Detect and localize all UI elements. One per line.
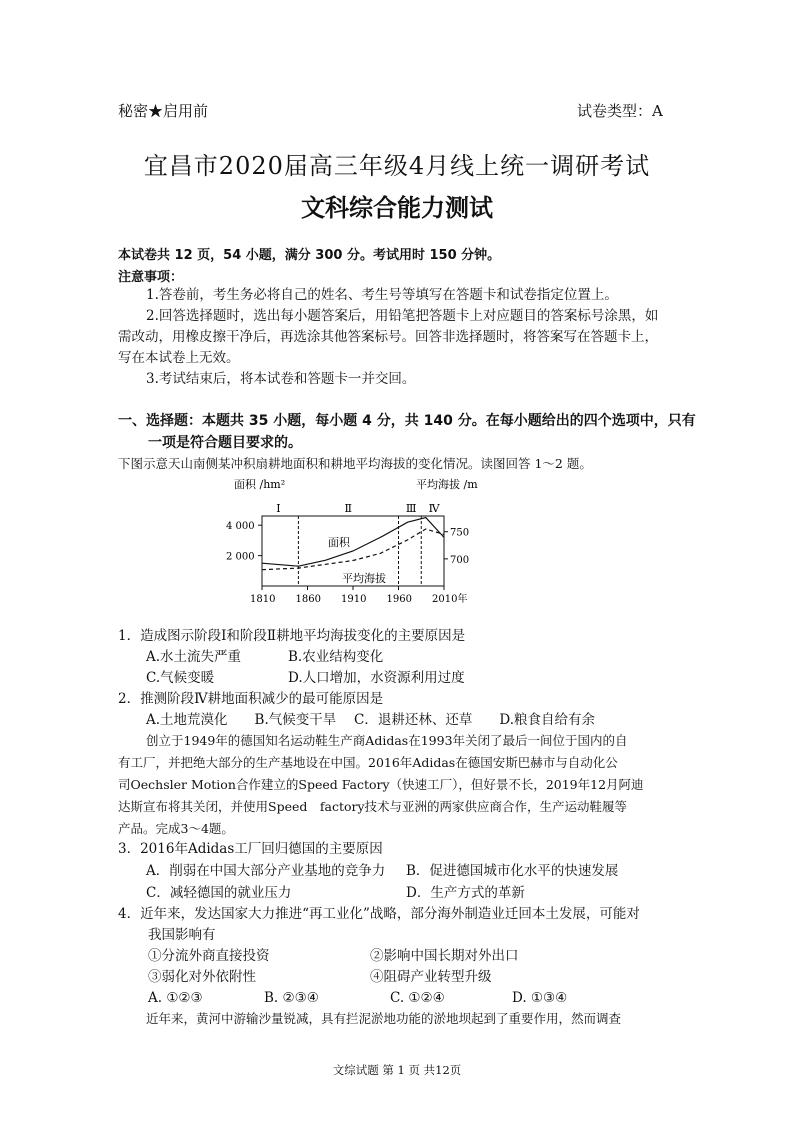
question-3: 3．2016年Adidas工厂回归德国的主要原因	[118, 841, 383, 857]
notice-item: 需改动，用橡皮擦干净后，再选涂其他答案标号。回答非选择题时，将答案写在答题卡上，	[118, 329, 658, 345]
q3-option-d: D．生产方式的革新	[406, 885, 525, 901]
y-left-tick: 2 000	[226, 551, 255, 563]
y-left-tick: 4 000	[226, 521, 255, 533]
stage-label: Ⅲ	[405, 502, 417, 515]
notice-item: 2.回答选择题时，选出每小题答案后，用铅笔把答题卡上对应题目的答案标号涂黑，如	[146, 308, 659, 324]
q3-option-a: A．削弱在中国大部分产业基地的竞争力	[146, 863, 386, 879]
q4-option-d: D. ①③④	[512, 990, 568, 1006]
question-4-cont: 我国影响有	[148, 927, 216, 943]
passage-line: 创立于1949年的德国知名运动鞋生产商Adidas在1993年关闭了最后一间位于国内的自	[146, 733, 628, 748]
series-label-area: 面积	[328, 536, 350, 549]
question-4: 4．近年来，发达国家大力推进“再工业化”战略，部分海外制造业迁回本土发展，可能对	[118, 906, 640, 922]
q4-option-c: C. ①②④	[390, 990, 445, 1006]
x-tick-label: 1960	[386, 594, 412, 605]
x-tick-label: 1810	[250, 594, 276, 605]
notice-heading: 注意事项：	[118, 270, 184, 285]
y-right-tick: 700	[450, 554, 470, 566]
q1-option-d: D.人口增加，水资源利用过度	[288, 670, 465, 686]
x-tick-label: 1860	[295, 594, 321, 605]
y-right-label: 平均海拔 /m	[416, 478, 478, 491]
paper-type: 试卷类型：A	[577, 102, 663, 120]
passage-line: 司Oechsler Motion合作建立的Speed Factory（快速工厂），但好景不长，2019年12月阿迪	[118, 777, 644, 792]
passage-line: 近年来，黄河中游输沙量锐减，具有拦泥淤地功能的淤地坝起到了重要作用，然而调查	[146, 1011, 622, 1026]
q4-statement-2: ②影响中国长期对外出口	[370, 948, 519, 964]
q4-statement-3: ③弱化对外依附性	[148, 969, 256, 985]
section-heading-cont: 一项是符合题目要求的。	[148, 435, 302, 451]
passage-line: 有工厂，并把绝大部分的生产基地设在中国。2016年Adidas在德国安斯巴赫市与自动化公	[118, 755, 618, 770]
q4-statement-1: ①分流外商直接投资	[148, 948, 270, 964]
notice-item: 3.考试结束后，将本试卷和答题卡一并交回。	[146, 371, 416, 387]
x-tick-label: 1910	[341, 594, 367, 605]
q3-option-c: C．减轻德国的就业压力	[146, 885, 292, 901]
q1-option-b: B.农业结构变化	[288, 649, 384, 665]
q1-option-a: A.水土流失严重	[146, 649, 242, 665]
stage-label: Ⅰ	[276, 502, 281, 515]
y-right-tick: 750	[450, 527, 470, 539]
stage-label: Ⅳ	[428, 502, 440, 515]
x-tick-label: 2010年	[432, 594, 468, 605]
exam-subtitle: 文科综合能力测试	[301, 194, 493, 222]
q4-option-a: A. ①②③	[148, 990, 203, 1006]
q4-statement-4: ④阻碍产业转型升级	[370, 969, 492, 985]
exam-title: 宜昌市2020届高三年级4月线上统一调研考试	[143, 152, 651, 180]
passage-line: 产品。完成3～4题。	[118, 821, 234, 836]
series-label-altitude: 平均海拔	[342, 572, 386, 585]
notice-item: 写在本试卷上无效。	[118, 350, 240, 366]
q2-options: A.土地荒漠化 B.气候变干旱 C．退耕还林、还草 D.粮食自给有余	[146, 712, 596, 728]
y-left-label: 面积 /hm²	[234, 478, 286, 491]
figure-intro: 下图示意天山南侧某冲积扇耕地面积和耕地平均海拔的变化情况。读图回答 1～2 题。	[118, 456, 592, 471]
exam-info: 本试卷共 12 页，54 小题，满分 300 分。考试用时 150 分钟。	[118, 248, 501, 263]
q4-option-b: B. ②③④	[264, 990, 319, 1006]
q3-option-b: B．促进德国城市化水平的快速发展	[406, 863, 619, 879]
confidential-mark: 秘密★启用前	[118, 102, 209, 120]
series-line-altitude	[262, 529, 444, 570]
question-1: 1．造成图示阶段Ⅰ和阶段Ⅱ耕地平均海拔变化的主要原因是	[118, 628, 466, 644]
passage-line: 达斯宣布将其关闭，并使用Speed factory技术与亚洲的两家供应商合作，生产运动鞋履等	[118, 799, 628, 814]
q1-option-c: C.气候变暖	[146, 670, 215, 686]
question-2: 2．推测阶段Ⅳ耕地面积减少的最可能原因是	[118, 691, 384, 707]
farmland-chart	[220, 474, 490, 610]
stage-label: Ⅱ	[344, 502, 352, 515]
notice-item: 1.答卷前，考生务必将自己的姓名、考生号等填写在答题卡和试卷指定位置上。	[146, 287, 618, 303]
section-heading: 一、选择题：本题共 35 小题，每小题 4 分，共 140 分。在每小题给出的四个选项中，只有	[118, 413, 696, 429]
page-footer: 文综试题 第 1 页 共12页	[332, 1063, 462, 1077]
series-line-area	[262, 518, 444, 567]
